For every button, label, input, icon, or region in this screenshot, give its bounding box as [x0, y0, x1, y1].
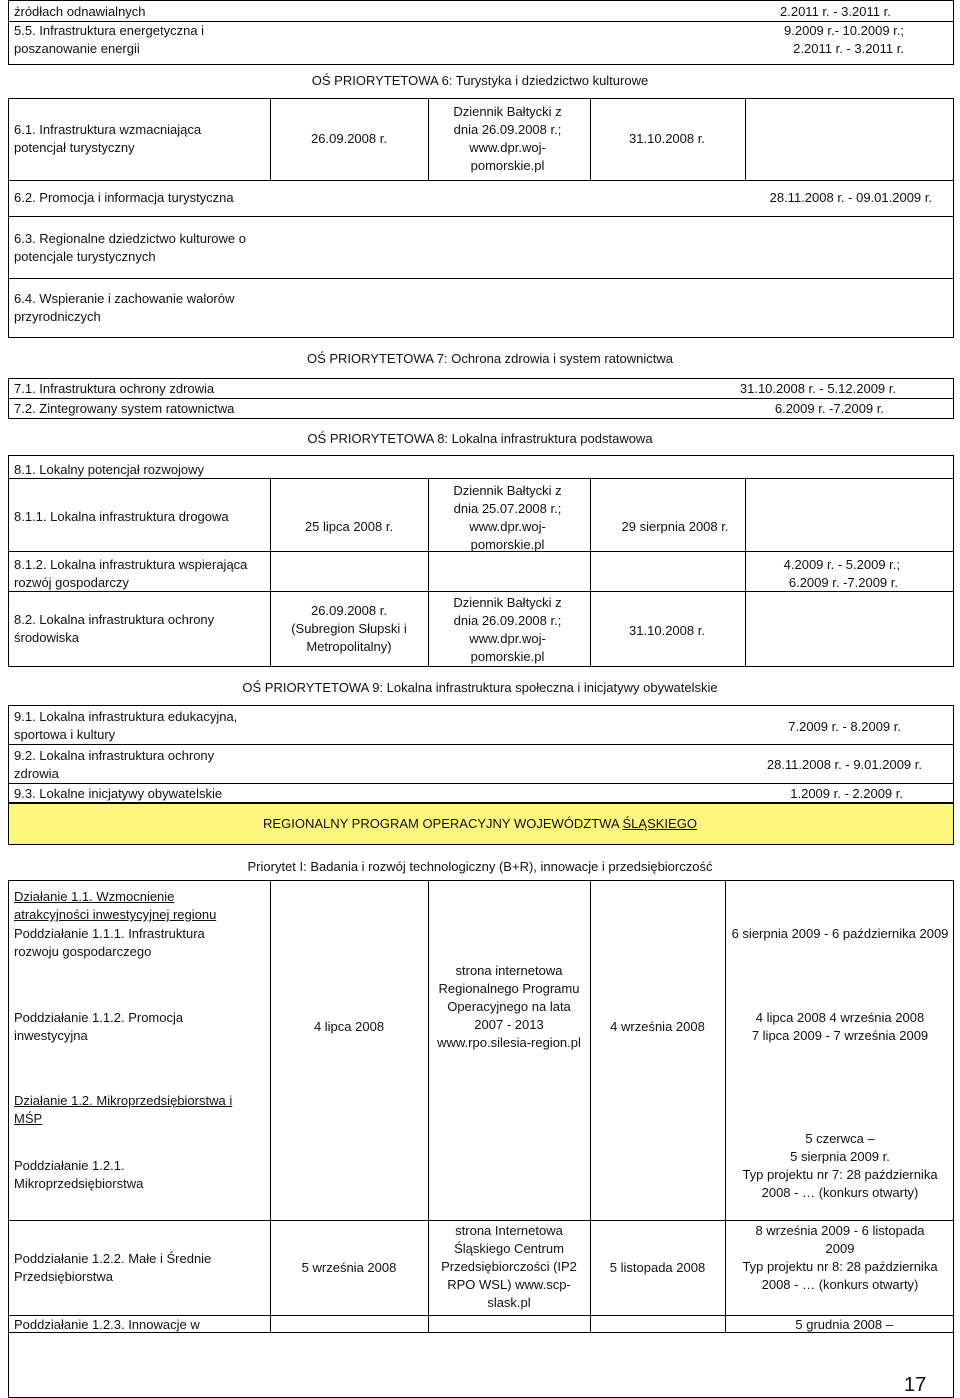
divider [8, 216, 954, 217]
divider [428, 98, 429, 180]
row-date: 26.09.2008 r.(Subregion Słupski i Metropolitalny) [291, 603, 407, 654]
priority-header: OŚ PRIORYTETOWA 8: Lokalna infrastruktura podstawowa [307, 431, 653, 446]
row-deadline: 31.10.2008 r. [629, 623, 705, 638]
row-label: 9.2. Lokalna infrastruktura ochrony zdrowia [14, 748, 215, 781]
row-dates: 1.2009 r. - 2.2009 r. [790, 786, 903, 801]
row-dates: 4 lipca 2008 4 września 2008 [755, 1010, 925, 1025]
row-date: 4 lipca 2008 [313, 1019, 385, 1034]
priority-header: Priorytet I: Badania i rozwój technologiczny (B+R), innowacje i przedsiębiorczość [247, 859, 713, 874]
row-publication: Dziennik Bałtycki z dnia 26.09.2008 r.; www.dpr.woj-pomorskie.pl [453, 595, 562, 664]
row-dates: 7.2009 r. - 8.2009 r. [788, 719, 901, 734]
row-label: 8.1.2. Lokalna infrastruktura wspierająca rozwój gospodarczy [14, 557, 248, 590]
row-deadline: 29 sierpnia 2008 r. [621, 519, 729, 534]
divider [8, 744, 954, 745]
row-label: źródłach odnawialnych [14, 4, 146, 19]
row-dates: 31.10.2008 r. - 5.12.2009 r. [739, 381, 896, 396]
row-label: 6.3. Regionalne dziedzictwo kulturowe o potencjale turystycznych [14, 231, 246, 264]
priority-header: OŚ PRIORYTETOWA 6: Turystyka i dziedzictwo kulturowe [311, 73, 649, 88]
subaction-label: Poddziałanie 1.1.1. Infrastruktura rozwoju gospodarczego [14, 926, 205, 959]
row-deadline: 31.10.2008 r. [629, 131, 705, 146]
row-label: 5.5. Infrastruktura energetyczna i poszanowanie energii [14, 23, 205, 56]
subaction-label: Poddziałanie 1.2.3. Innowacje w [14, 1317, 200, 1332]
row-label: 8.2. Lokalna infrastruktura ochrony środowiska [14, 612, 215, 645]
action-label: Działanie 1.2. Mikroprzedsiębiorstwa i MŚP [14, 1093, 233, 1126]
row-dates: 7 lipca 2009 - 7 września 2009 [751, 1028, 929, 1043]
row-publication: Dziennik Bałtycki z dnia 25.07.2008 r.; www.dpr.woj-pomorskie.pl [453, 483, 562, 552]
action-label: Działanie 1.1. Wzmocnienie atrakcyjności inwestycyjnej regionu [14, 889, 217, 922]
row-dates: Typ projektu nr 8: 28 października 2008 - … (konkurs otwarty) [742, 1259, 938, 1292]
row-dates: 2.2011 r. - 3.2011 r. [793, 41, 904, 56]
row-dates: 2.2011 r. - 3.2011 r. [780, 4, 891, 19]
divider [725, 880, 726, 1332]
divider [745, 478, 746, 667]
subaction-label: Poddziałanie 1.2.2. Małe i Średnie Przedsiębiorstwa [14, 1251, 212, 1284]
divider [8, 783, 954, 784]
divider [8, 180, 954, 181]
row-label: 8.1.1. Lokalna infrastruktura drogowa [14, 509, 229, 524]
row-deadline: 5 listopada 2008 [609, 1260, 706, 1275]
row-dates: 28.11.2008 r. - 09.01.2009 r. [769, 190, 932, 205]
row-date: 25 lipca 2008 r. [304, 519, 394, 534]
row-label: 8.1. Lokalny potencjał rozwojowy [14, 462, 205, 477]
row-publication: strona internetowa Regionalnego Programu Operacyjnego na lata 2007 - 2013 www.rpo.silesia-region.pl [437, 963, 581, 1050]
row-dates: 6.2009 r. -7.2009 r. [774, 401, 884, 416]
page-number: 17 [904, 1374, 927, 1396]
row-deadline: 4 września 2008 [610, 1019, 705, 1034]
divider [428, 880, 429, 1332]
row-dates: 5 sierpnia 2009 r. [790, 1149, 890, 1164]
divider [745, 98, 746, 180]
row-dates: 5 czerwca – [805, 1131, 875, 1146]
row-dates: 5 grudnia 2008 – [795, 1317, 893, 1332]
row-dates: 6.2009 r. -7.2009 r. [788, 575, 898, 590]
row-date: 26.09.2008 r. [311, 131, 387, 146]
row-label: 7.1. Infrastruktura ochrony zdrowia [14, 381, 215, 396]
divider [270, 880, 271, 1332]
row-dates: 6 sierpnia 2009 - 6 października 2009 [731, 926, 949, 941]
row-publication: strona Internetowa Śląskiego Centrum Przedsiębiorczości (IP2 RPO WSL) www.scp-slask.pl [441, 1223, 577, 1310]
divider [590, 880, 591, 1332]
row-label: 9.1. Lokalna infrastruktura edukacyjna, sportowa i kultury [14, 709, 238, 742]
row-dates: 8 września 2009 - 6 listopada 2009 [755, 1223, 925, 1256]
divider [590, 478, 591, 667]
program-title [150, 815, 810, 833]
subaction-label: Poddziałanie 1.1.2. Promocja inwestycyjna [14, 1010, 184, 1043]
program-title-region: ŚLĄSKIEGO [622, 816, 697, 831]
divider [270, 478, 271, 667]
row-dates: 28.11.2008 r. - 9.01.2009 r. [766, 757, 922, 772]
divider [8, 278, 954, 279]
row-date: 5 września 2008 [301, 1260, 397, 1275]
divider [270, 98, 271, 180]
row-label: 6.2. Promocja i informacja turystyczna [14, 190, 234, 205]
priority-header: OŚ PRIORYTETOWA 7: Ochrona zdrowia i system ratownictwa [306, 351, 674, 366]
divider [8, 398, 954, 399]
row-dates: 9.2009 r.- 10.2009 r.; [784, 23, 904, 38]
priority-header: OŚ PRIORYTETOWA 9: Lokalna infrastruktura społeczna i inicjatywy obywatelskie [242, 680, 718, 695]
row-label: 7.2. Zintegrowany system ratownictwa [14, 401, 235, 416]
divider [590, 98, 591, 180]
row-label: 6.1. Infrastruktura wzmacniająca potencjał turystyczny [14, 122, 202, 155]
row-dates: 4.2009 r. - 5.2009 r.; [783, 557, 900, 572]
divider [428, 478, 429, 667]
row-label: 9.3. Lokalne inicjatywy obywatelskie [14, 786, 223, 801]
subaction-label: Poddziałanie 1.2.1. Mikroprzedsiębiorstwa [14, 1158, 144, 1191]
divider [8, 1220, 954, 1221]
program-title-prefix: REGIONALNY PROGRAM OPERACYJNY WOJEWÓDZTWA [263, 816, 623, 831]
row-label: 6.4. Wspieranie i zachowanie walorów przyrodniczych [14, 291, 235, 324]
row-dates: Typ projektu nr 7: 28 października 2008 - … (konkurs otwarty) [742, 1167, 938, 1200]
row-publication: Dziennik Bałtycki z dnia 26.09.2008 r.; www.dpr.woj-pomorskie.pl [453, 104, 562, 173]
